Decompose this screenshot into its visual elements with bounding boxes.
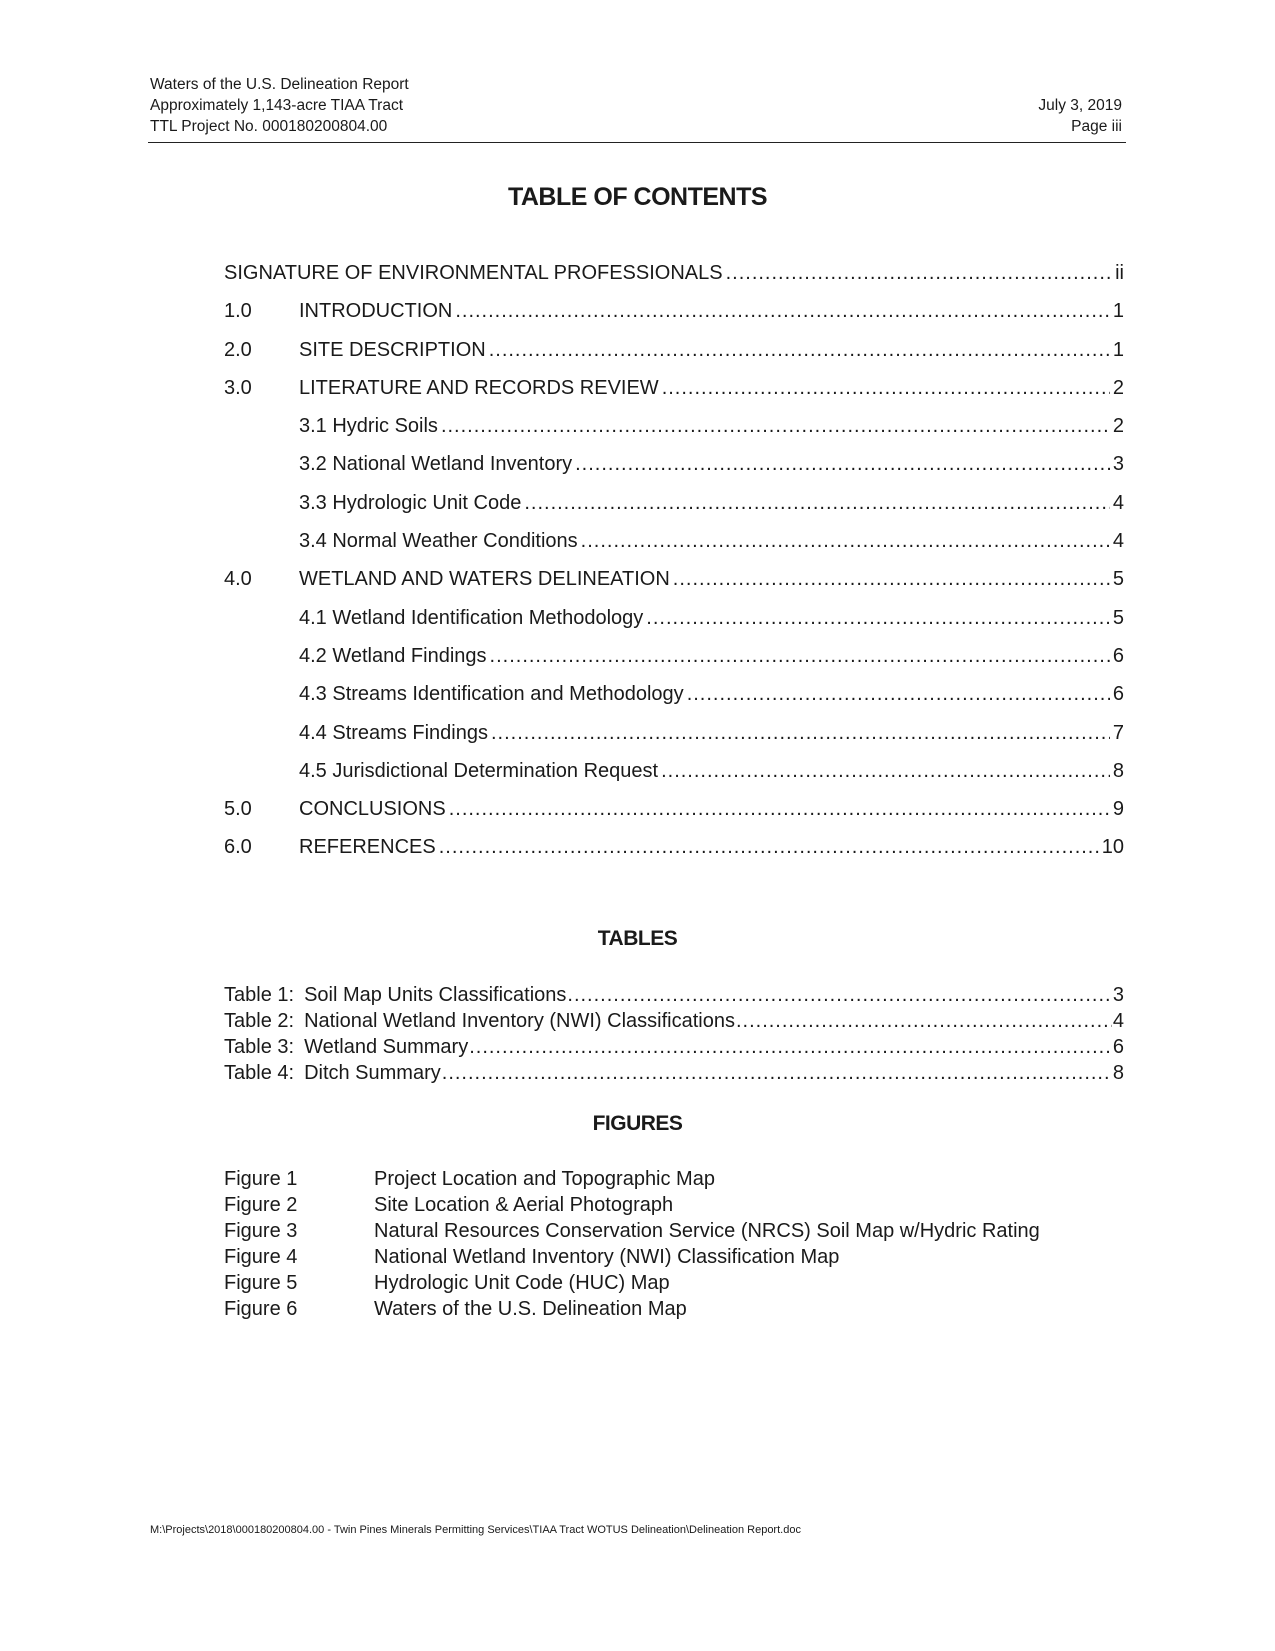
tract-description: Approximately 1,143-acre TIAA Tract [150,97,403,114]
figure-entry-label: Figure 1 [224,1168,298,1190]
figure-entry-label: Figure 5 [224,1272,298,1294]
table-entry-page: 6 [1112,1036,1124,1058]
file-path-footer: M:\Projects\2018\000180200804.00 - Twin Pines Minerals Permitting Services\TIAA Tract WOTUS Delineation\Delineation Report.doc [150,1524,801,1536]
dot-leader [736,1010,1112,1033]
toc-entry-number: 6.0 [224,836,252,859]
toc-entry-number: 2.0 [224,338,252,361]
dot-leader [687,683,1110,706]
table-entry-title: National Wetland Inventory (NWI) Classifications [304,1010,735,1032]
figure-entry-title: Project Location and Topographic Map [374,1168,715,1190]
toc-entry-page: 9 [1112,798,1124,821]
toc-entry-page: 5 [1112,606,1124,629]
figure-entry-title: Waters of the U.S. Delineation Map [374,1298,687,1320]
table-entry-page: 4 [1112,1010,1124,1032]
toc-entry-number: 3.0 [224,376,252,399]
table-entry [224,1062,1124,1088]
header-left-block [150,74,409,137]
toc-entry [224,415,1124,453]
toc-list [224,262,1124,875]
dot-leader [489,339,1110,362]
dot-leader [726,262,1113,285]
toc-entry [224,453,1124,491]
figure-entry-label: Figure 3 [224,1220,298,1242]
toc-entry-title: CONCLUSIONS [299,798,446,821]
table-entry-label: Table 2: [224,1010,295,1032]
toc-entry-title: 3.3 Hydrologic Unit Code [299,491,522,514]
report-date: July 3, 2019 [1038,97,1122,114]
table-entry-label: Table 4: [224,1062,295,1084]
page-number: Page iii [1071,118,1122,135]
dot-leader [439,836,1099,859]
toc-entry-page: ii [1115,262,1124,284]
figure-entry-title: National Wetland Inventory (NWI) Classification Map [374,1246,840,1268]
figures-heading: FIGURES [592,1112,683,1135]
table-entry-label: Table 3: [224,1036,295,1058]
dot-leader [661,760,1110,783]
page-header [148,74,1126,143]
toc-entry [224,568,1124,606]
toc-entry-title: REFERENCES [299,836,436,859]
dot-leader [491,722,1110,745]
toc-entry-page: 8 [1112,759,1124,782]
report-title: Waters of the U.S. Delineation Report [150,76,409,93]
dot-leader [567,984,1111,1007]
figure-entry [224,1168,1124,1194]
dot-leader [673,568,1110,591]
toc-entry-title: INTRODUCTION [299,300,453,323]
toc-entry-page: 6 [1112,683,1124,706]
dot-leader [442,1062,1112,1085]
toc-entry [224,683,1124,721]
toc-entry [224,492,1124,530]
toc-entry-title: 4.1 Wetland Identification Methodology [299,606,644,629]
toc-entry-page: 10 [1101,836,1124,859]
figure-entry [224,1194,1124,1220]
figure-entry-label: Figure 6 [224,1298,298,1320]
figure-entry-label: Figure 2 [224,1194,298,1216]
toc-entry-title: 3.4 Normal Weather Conditions [299,530,578,553]
toc-entry [224,607,1124,645]
toc-entry-title: 4.2 Wetland Findings [299,644,487,667]
tables-heading: TABLES [597,927,678,950]
dot-leader [581,530,1110,553]
table-entry-title: Wetland Summary [304,1036,469,1058]
toc-entry [224,836,1124,874]
toc-entry-page: 1 [1112,338,1124,361]
toc-entry-title: SITE DESCRIPTION [299,338,486,361]
dot-leader [662,377,1110,400]
toc-entry [224,760,1124,798]
toc-heading: TABLE OF CONTENTS [507,183,768,211]
dot-leader [524,492,1110,515]
toc-entry-page: 7 [1112,721,1124,744]
toc-entry-title: 3.2 National Wetland Inventory [299,453,573,476]
dot-leader [490,645,1110,668]
figure-entry [224,1298,1124,1324]
dot-leader [646,607,1110,630]
toc-entry-page: 2 [1112,376,1124,399]
toc-entry-title: 4.4 Streams Findings [299,721,488,744]
dot-leader [449,798,1110,821]
toc-entry-title: 3.1 Hydric Soils [299,415,438,438]
figure-entry [224,1272,1124,1298]
toc-entry [224,262,1124,300]
toc-entry-page: 1 [1112,300,1124,323]
figure-entry-title: Natural Resources Conservation Service (NRCS) Soil Map w/Hydric Rating [374,1220,1040,1242]
tables-list [224,984,1124,1088]
header-right-block [1038,95,1122,137]
toc-entry-page: 5 [1112,568,1124,591]
dot-leader [455,300,1110,323]
toc-entry [224,300,1124,338]
toc-entry [224,722,1124,760]
toc-entry-title: LITERATURE AND RECORDS REVIEW [299,376,659,399]
figures-list [224,1168,1124,1324]
toc-entry [224,377,1124,415]
dot-leader [575,453,1110,476]
toc-entry-number: 5.0 [224,798,252,821]
table-entry-page: 8 [1112,1062,1124,1084]
table-entry-title: Soil Map Units Classifications [304,984,567,1006]
figure-entry-label: Figure 4 [224,1246,298,1268]
toc-entry-page: 2 [1112,415,1124,438]
toc-entry-title: SIGNATURE OF ENVIRONMENTAL PROFESSIONALS [224,262,723,284]
figure-entry [224,1220,1124,1246]
table-entry [224,1036,1124,1062]
toc-entry [224,798,1124,836]
dot-leader [441,415,1110,438]
toc-entry-page: 4 [1112,530,1124,553]
toc-entry-number: 1.0 [224,300,252,323]
toc-entry [224,645,1124,683]
toc-entry [224,530,1124,568]
table-entry-label: Table 1: [224,984,295,1006]
project-number: TTL Project No. 000180200804.00 [150,118,388,135]
table-entry [224,1010,1124,1036]
toc-entry-page: 4 [1112,491,1124,514]
toc-entry-page: 3 [1112,453,1124,476]
figure-entry [224,1246,1124,1272]
toc-entry-page: 6 [1112,644,1124,667]
figure-entry-title: Site Location & Aerial Photograph [374,1194,674,1216]
toc-entry-title: 4.3 Streams Identification and Methodology [299,683,684,706]
table-entry-title: Ditch Summary [304,1062,441,1084]
table-entry-page: 3 [1112,984,1124,1006]
figure-entry-title: Hydrologic Unit Code (HUC) Map [374,1272,670,1294]
dot-leader [469,1036,1112,1059]
toc-entry-number: 4.0 [224,568,252,591]
table-entry [224,984,1124,1010]
toc-entry-title: WETLAND AND WATERS DELINEATION [299,568,670,591]
toc-entry [224,339,1124,377]
toc-entry-title: 4.5 Jurisdictional Determination Request [299,759,659,782]
